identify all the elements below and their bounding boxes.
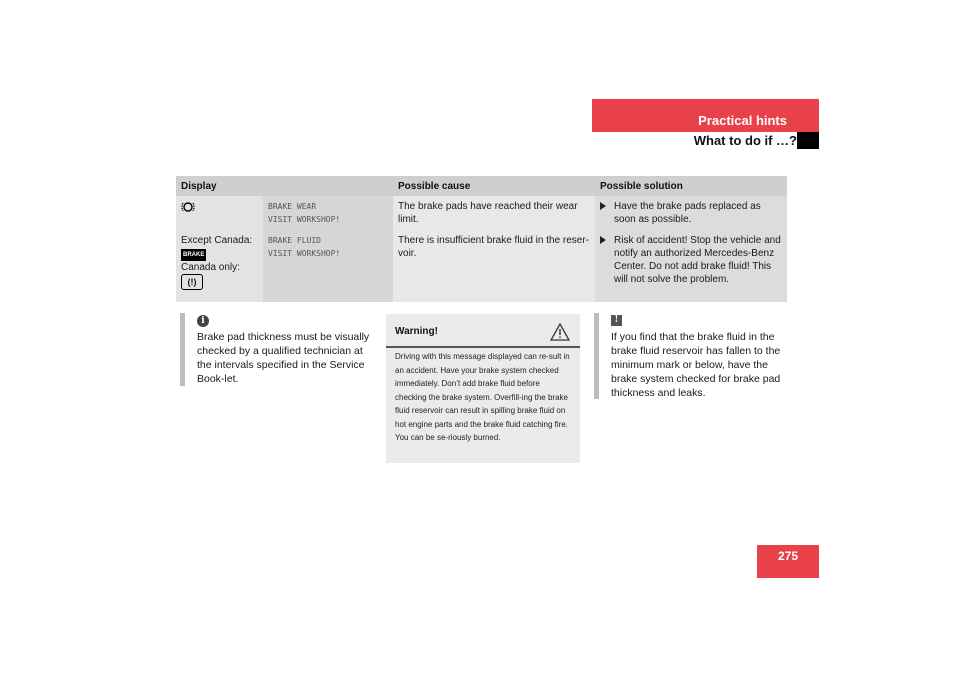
table-row: [176, 230, 787, 302]
display-label: Except Canada:: [181, 235, 253, 246]
caution-note-bar: [594, 313, 599, 399]
solution-cell: [595, 230, 787, 302]
cause-cell: There is insufficient brake fluid in the reser-voir.: [393, 230, 595, 302]
table-row: [176, 196, 787, 230]
display-label: Canada only:: [181, 262, 240, 273]
message-line: VISIT WORKSHOP!: [268, 249, 341, 258]
section-header: [592, 99, 819, 132]
message-line: BRAKE FLUID: [268, 236, 321, 245]
message-cell: [263, 230, 393, 302]
col-display: Display: [176, 176, 393, 196]
page-number: 275: [777, 549, 799, 563]
warning-divider: [386, 346, 580, 348]
display-cell: [176, 230, 263, 302]
bullet-arrow-icon: [600, 202, 606, 210]
message-cell: [263, 196, 393, 230]
warning-box: [386, 314, 580, 463]
brake-wear-icon: [181, 200, 195, 214]
subsection-title: What to do if …?: [693, 133, 797, 148]
page-number-badge: [757, 545, 819, 578]
brake-warning-icon: BRAKE: [181, 249, 206, 261]
caution-icon: !: [611, 315, 622, 326]
display-cell: [176, 196, 263, 230]
warning-triangle-icon: [550, 323, 570, 341]
solution-text: Risk of accident! Stop the vehicle and notify an authorized Mercedes-Benz Center. Do not add brake fluid! This will not solve the problem.: [614, 235, 781, 285]
col-cause: Possible cause: [393, 176, 595, 196]
info-note-bar: [180, 313, 185, 386]
bullet-arrow-icon: [600, 236, 606, 244]
solution-cell: [595, 196, 787, 230]
col-solution: Possible solution: [595, 176, 787, 196]
display-messages-table: [176, 176, 787, 302]
info-note-text: Brake pad thickness must be visually checked by a qualified technician at the intervals specified in the Service Book-let.: [197, 331, 370, 385]
section-title: Practical hints: [698, 113, 787, 128]
table-header-row: [176, 176, 787, 196]
info-icon: i: [197, 315, 209, 327]
header-marker: [797, 132, 819, 149]
brake-circle-warning-icon: (!): [181, 274, 203, 290]
message-line: VISIT WORKSHOP!: [268, 215, 341, 224]
message-line: BRAKE WEAR: [268, 202, 317, 211]
solution-text: Have the brake pads replaced as soon as possible.: [614, 201, 761, 225]
cause-cell: The brake pads have reached their wear limit.: [393, 196, 595, 230]
caution-note-text: If you find that the brake fluid in the brake fluid reservoir has fallen to the minimum mark or below, have the brake system checked for brake pad thickness and leaks.: [611, 331, 781, 399]
warning-text: Driving with this message displayed can re-sult in an accident. Have your brake system checked immediately. Don’t add brake fluid before checking the brake system. Overfill-ing the brake fluid reservoir can result in spilling brake fluid on hot engine parts and the brake fluid catching fire. You can be se-riously burned.: [395, 352, 570, 442]
warning-title: Warning!: [395, 326, 438, 337]
